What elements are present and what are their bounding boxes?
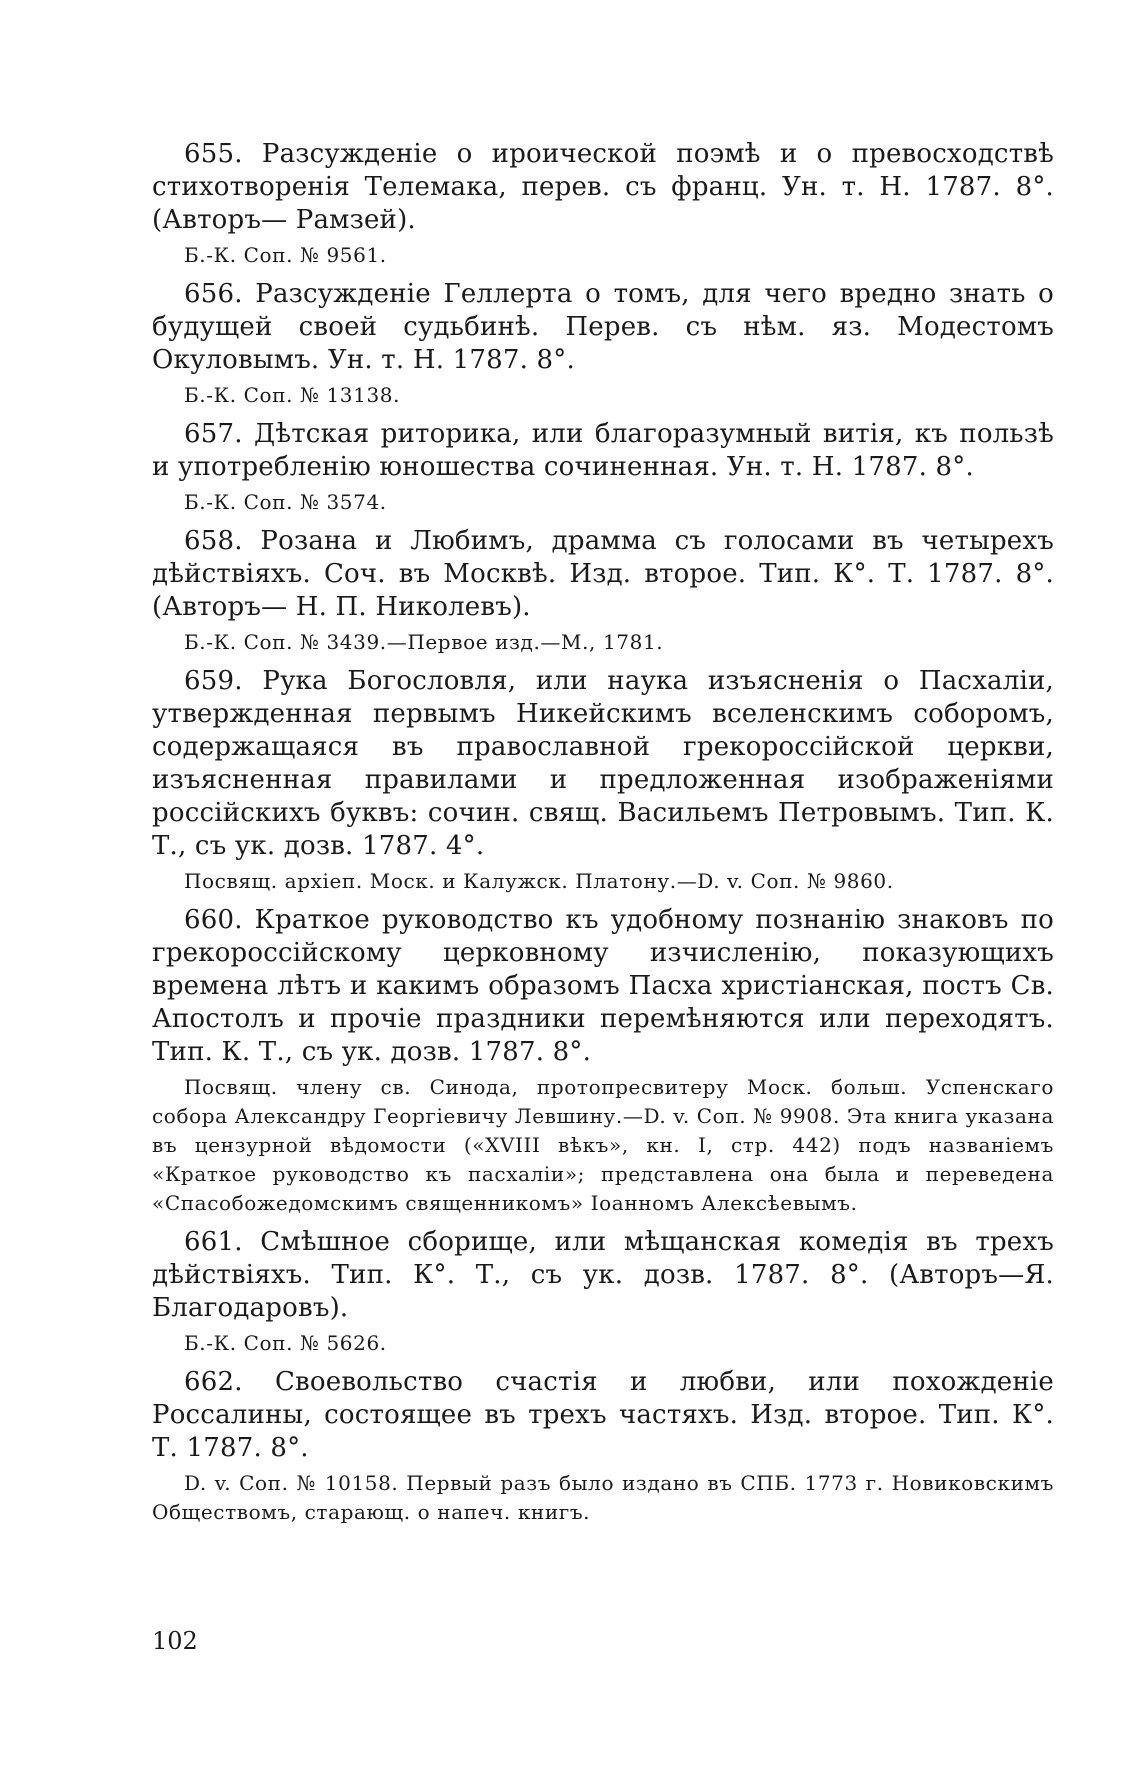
- entry-657: 657. Дѣтская риторика, или благоразумный витія, къ пользѣ и употребленію юношества сочиненная. Ун. т. Н. 1787. 8°.: [152, 419, 1054, 482]
- page-number: 102: [152, 1627, 198, 1655]
- page-body: [152, 138, 1054, 1535]
- entry-659: 659. Рука Богословля, или наука изъясненія о Пасхаліи, утвержденная первымъ Никейскимъ вселенскимъ соборомъ, содержащаяся въ православной грекороссійской церкви, изъясненная правилами и предложенная изображеніями россійскихъ буквъ: сочин. свящ. Васильемъ Петровымъ. Тип. К. Т., съ ук. дозв. 1787. 4°.: [152, 666, 1054, 861]
- entry-655: 655. Разсужденіе о ироической поэмѣ и о превосходствѣ стихотворенія Телемака, перев. съ франц. Ун. т. Н. 1787. 8°. (Авторъ— Рамзей).: [152, 139, 1054, 235]
- note-661: Б.-К. Соп. № 5626.: [184, 1331, 387, 1355]
- note-657: Б.-К. Соп. № 3574.: [184, 490, 387, 514]
- note-660: Посвящ. члену св. Синода, протопресвитеру Моск. больш. Успенскаго собора Александру Георгіевичу Левшину.—D. v. Соп. № 9908. Эта книга указана въ цензурной вѣдомости («XVIII вѣкъ», кн. I, стр. 442) подъ названіемъ «Краткое руководство къ пасхаліи»; представлена она была и переведена «Спасобожедомскимъ священникомъ» Іоанномъ Алексѣевымъ.: [152, 1075, 1054, 1215]
- entry-661: 661. Смѣшное сборище, или мѣщанская комедія въ трехъ дѣйствіяхъ. Тип. К°. Т., съ ук. дозв. 1787. 8°. (Авторъ—Я. Благодаровъ).: [152, 1227, 1054, 1323]
- entry-662: 662. Своевольство счастія и любви, или похожденіе Россалины, состоящее въ трехъ частяхъ. Изд. второе. Тип. К°. Т. 1787. 8°.: [152, 1367, 1054, 1463]
- note-658: Б.-К. Соп. № 3439.—Первое изд.—М., 1781.: [184, 630, 664, 654]
- note-655: Б.-К. Соп. № 9561.: [184, 243, 387, 267]
- note-659: Посвящ. архіеп. Моск. и Калужск. Платону.—D. v. Соп. № 9860.: [184, 869, 894, 893]
- entry-660: 660. Краткое руководство къ удобному познанію знаковъ по грекороссійскому церковному изчисленію, показующихъ времена лѣтъ и какимъ образомъ Пасха христіанская, постъ Св. Апостолъ и прочіе праздники перемѣняются или переходятъ. Тип. К. Т., съ ук. дозв. 1787. 8°.: [152, 905, 1054, 1067]
- entry-658: 658. Розана и Любимъ, драмма съ голосами въ четырехъ дѣйствіяхъ. Соч. въ Москвѣ. Изд. второе. Тип. К°. Т. 1787. 8°. (Авторъ— Н. П. Николевъ).: [152, 526, 1054, 622]
- note-656: Б.-К. Соп. № 13138.: [184, 383, 401, 407]
- note-662: D. v. Соп. № 10158. Первый разъ было издано въ СПБ. 1773 г. Новиковскимъ Обществомъ, старающ. о напеч. книгъ.: [152, 1471, 1054, 1524]
- entry-656: 656. Разсужденіе Геллерта о томъ, для чего вредно знать о будущей своей судьбинѣ. Перев. съ нѣм. яз. Модестомъ Окуловымъ. Ун. т. Н. 1787. 8°.: [152, 279, 1054, 375]
